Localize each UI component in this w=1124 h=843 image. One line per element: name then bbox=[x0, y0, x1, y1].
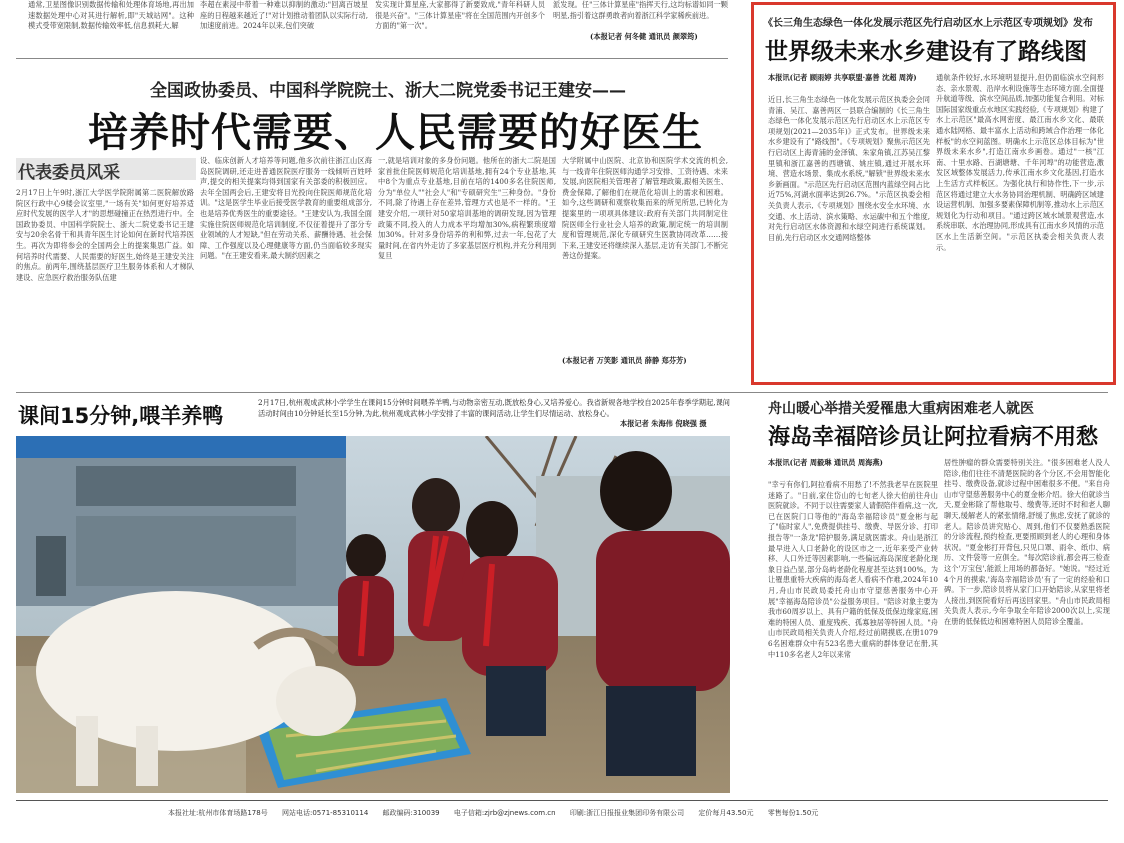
footer-rule bbox=[16, 800, 1108, 801]
highlight-col2: 通航条件较好,水环境明显提升,但仍面临滨水空间形态、亲水景观、沿岸水利设施等生态环境方面,全面提升航道等级、滨水空间品质,加强功能复合利用。对标国际国家级重点水地区实践经验,《专项规划》构建了水上示范区"最高水网密度、最江南水乡文化、最联通水陆网格、最丰富水上活动和跨域合作治理一体化样板"的水空间蓝图。明确水上示范区总体目标为"世界级未来水乡",打造江南水乡画卷。通过"一核"江南、十里水路、百湖塘塘、千年河埠"的功能营造,激发区域整体发展活力,传承江南水乡文化基因,打造水上生活方式样板区。为强化执行和协作性,下一步,示范区将通过建立大水务协同治理机制、明确跨区域建设运营机制、加强多要素保障机制等,推动水上示范区规划化为行动和项目。"通过跨区域水域景观营造,水系统串联、水治理协同,形成具有江南水乡风情的示范区水上生活新空间。"示范区执委会相关负责人表示。 bbox=[936, 73, 1104, 252]
section-tag-label: 代表委员风采 bbox=[18, 163, 120, 183]
top-strip-col3: 发实现计算星座,大家都得了新要致成,"青年科研人员很是兴奋"。"三体计算星座"将在全国范围内开创多个方面的"第一次"。 bbox=[375, 0, 545, 31]
school-photo bbox=[16, 436, 730, 793]
top-strip-byline: (本报记者 何冬健 通讯员 颜翠筠) bbox=[590, 32, 698, 41]
island-byline: 本报讯(记者 周毅琳 通讯员 周海燕) bbox=[768, 458, 883, 467]
main-col4: 大学附属中山医院、北京协和医院学术交流的机会,与一线青年住院医师沟通学习安排、工资待遇、未来发展,向医院相关管理者了解管理政策,跟相关医生、费金保障,了解他们在规范化培训上的需求和困难。如今,这些调研和观察收集而来的所见所思,已转化为提案里的一项项具体建议:政府有关部门共同制定住院医师全行业社会人培养的政策,制定统一的培训制度和管理规范,深化专硕研究生医教协同改革……接下来,王建安还将继续深入基层,走访有关部门,不断完善这份提案。 bbox=[562, 156, 728, 261]
main-kicker: 全国政协委员、中国科学院院士、浙大二院党委书记王建安—— bbox=[150, 81, 626, 101]
island-kicker: 舟山暖心举措关爱罹患大重病困难老人就医 bbox=[768, 401, 1034, 417]
main-col3: 一,就是培训对象的多身份问题。他所在的浙大二院是国家首批住院医师规范化培训基地,拥有24个专业基地,其中8个为重点专业基地,目前在培的1400多名住院医师,分为"单位人""社会人"和"专硕研究生"三种身份。"身份不同,除了待遇上存在差异,管理方式也是不一样的。"王建安介绍,一项针对50家培训基地的调研发现,因为管理政策不同,投入的人力成本平均增加30%,病程繁琐度增加30%。针对多身份培养的利和弊,过去一年,包花了大量时间,在省内外走访了多家基层医疗机构,并充分利用到复旦 bbox=[378, 156, 556, 261]
main-col2: 设、临床创新人才培养等问题,他多次前往浙江山区海岛医院调研,还走进普通医院医疗服务一线倾听百姓呼声,提交的相关提案均得到国家有关部委的积极回应。去年全国两会后,王建安将目光投向住院医师规范化培训。"这是医学生毕业后接受医学教育的重要组成部分,也是培养优秀医生的重要途径。"王建安认为,我国全面实施住院医师规范化培训制度,不仅征着提升了部分专业领域的人才短缺,"但在劳动关系、薪酬待遇、社会保障、工作强度以及心理健康等方面,仍当面临较多现实问题。"在王建安看来,最大制约因素之 bbox=[200, 156, 372, 261]
highlight-headline: 世界级未来水乡建设有了路线图 bbox=[765, 39, 1087, 65]
photo-caption: 2月17日,杭州观成武林小学学生在课间15分钟时间喂养羊鸭,与动物亲密互动,既放松身心,又培养爱心。我省新规各地学校自2025年春季学期起,课间活动时间由10分钟延长至15分钟,为此,杭州观成武林小学安排了丰富的课间活动,让学生们尽情运动、放松身心。 bbox=[258, 398, 730, 418]
footer-printer: 印刷:浙江日报报业集团印务有限公司 bbox=[569, 809, 685, 817]
school-photo-illustration bbox=[16, 436, 730, 793]
top-strip-col1: 通常,卫星图像识别数据传输和处理体育场地,再出加速数据处理中心对其进行解析,即"天城站网"。这种模式受带宽限制,数据传输效率低,信息损耗大,解 bbox=[28, 0, 194, 31]
island-headline: 海岛幸福陪诊员让阿拉看病不用愁 bbox=[768, 425, 1099, 450]
main-col1: 2月17日上午9时,浙江大学医学院附属第二医院解放路院区行政中心9楼会议室里,"一场有关"如何更好培养适应时代发展的医学人才"的思想碰撞正在热烈进行中。全国政协委员、中国科学院院士、浙大二院党委书记王建安与20余名骨干和具青年医生讨论如何在新时代培养医生。再次为即将参会的全国两会上的提案集思广益。如何培养时代需要、人民需要的好医生,始终是王建安关注的焦点。前两年,围绕基层医疗卫生服务体系和人才梯队建设、应急医疗救治服务队伍建 bbox=[16, 188, 194, 282]
section-tag bbox=[16, 158, 196, 183]
main-headline: 培养时代需要、人民需要的好医生 bbox=[88, 110, 703, 156]
photo-headline: 课间15分钟,喂羊养鸭 bbox=[18, 404, 224, 428]
photo-caption-byline: 本报记者 朱海伟 倪晓强 摄 bbox=[620, 419, 707, 428]
footer-address: 本报社址:杭州市体育场路178号 bbox=[168, 809, 268, 817]
island-col2: 居性肿瘤的群众需要特别关注。"很多困难老人没人陪诊,他们往往不清楚医院的各个分区,不会用智能化挂号、缴费设备,就诊过程中困难很多不便。"来自舟山市守望慈善服务中心的夏金彬介绍。徐大伯就诊当天,夏金彬除了帮他取号、缴费等,还时不时和老人聊聊天,缓解老人的紧张情绪,舒缓了焦虑,安抚了就诊的老人。陪诊员讲究贴心、周到,他们不仅要熟悉医院的分诊流程,预约检查,更要照顾到老人的心理和身体状况。"夏金彬打开背包,只见口罩、雨伞、纸巾、病历、文件袋等一应俱全。"每次陪诊前,都会再三检查这个'万宝包',能派上用场的都备好。"她说。"经过近4个月的摸索,'海岛幸福陪诊员'有了一定的经验和口碑。下一步,陪诊员将从家门口开始陪诊,从家里将老人接出,到医院看好后再送回家里。"舟山市民政局相关负责人表示,今年争取全年陪诊2000次以上,实现在册的低保低边和困难特困人员陪诊全覆盖。 bbox=[944, 458, 1110, 626]
footer-phone: 网站电话:0571-85310114 bbox=[281, 809, 369, 817]
footer-price-copy: 零售每份1.50元 bbox=[767, 809, 819, 817]
highlight-byline: 本报讯(记者 顾雨婷 共享联盟·嘉善 沈超 周涛) bbox=[768, 73, 917, 82]
footer-price-month: 定价每月43.50元 bbox=[698, 809, 754, 817]
divider bbox=[16, 392, 1108, 393]
footer-postcode: 邮政编码:310039 bbox=[382, 809, 440, 817]
highlight-col1: 近日,长三角生态绿色一体化发展示范区执委会会同青浦、吴江、嘉善两区一县联合编制的《长三角生态绿色一体化发展示范区先行启动区水上示范区专项规划(2021—2035年)》正式发布。世界级未来水乡建设有了"路线图"。《专项规划》聚焦示范区先行启动区上海青浦的金泽镇、朱家角镇,江苏吴江黎里镇和浙江嘉善的西塘镇、姚庄镇,通过开展水环境、营造水场景、集成水系统,"解锁"世界级未来水乡新画面。"示范区先行启动区范围内蓝绿空间占比近75%,河湖水面率达到26.7%。"示范区执委会相关负责人表示,《专项规划》围绕水安全水环境、水交通、水上活动、滨水策略、水运碳中和五个维度,对先行启动区水体资源和水绿空间进行系统谋划。目前,先行启动区水交通网络整体 bbox=[768, 95, 930, 242]
top-strip-col4: 派发现。任"三体计算星座"指挥天行,这均标谱如同一颗明星,指引着这群勇敢者向着浙江科学家稀疾前进。 bbox=[553, 0, 728, 20]
top-strip-col2: 李超在素浸中带着一种难以抑制的激动:"回离百坡星座的日程越来越近了!"对计划推动着团队以实际行动,加速度前进。2024年以来,包们突破 bbox=[200, 0, 368, 31]
main-byline: (本报记者 万笑影 通讯员 薛静 郑芬芳) bbox=[562, 356, 687, 365]
divider bbox=[16, 58, 728, 59]
island-col1: "幸亏有你们,阿拉看病不用愁了!不然我老早在医院里迷路了。"日前,家住岱山的七旬老人徐大伯前往舟山医院就诊。不同于以往需要家人请假陪伴看病,这一次,已在医院门口等他的"海岛幸福陪诊员"夏金彬与起了"临时家人",免费提供挂号、缴费、导医分诊、打印报告等"一条龙"陪护服务,满足就医需求。舟山是浙江最早进入人口老龄化的设区市之一,近年来受产业转移、人口外迁等因素影响,一些偏远海岛深度老龄化现象日益凸显,部分岛屿老龄化程度甚至达到100%。为让罹患重特大疾病的海岛老人看病不作难,2024年10月,舟山市民政局委托舟山市守望慈善服务中心开展"幸福海岛陪诊员"公益服务项目。"陪诊对象主要为我市60周岁以上、具有户籍的低保及低保边缘家庭,困难的特困人员、重度残疾、孤寡独居等特困人员。"舟山市民政局相关负责人介绍,经过前期摸底,在册10796名困难群众中有523名患大重病的群体登记在册,其中110多名老人2年以来常 bbox=[768, 480, 938, 659]
footer-email: 电子信箱:zjrb@zjnews.com.cn bbox=[453, 809, 556, 817]
footer bbox=[168, 808, 968, 818]
highlight-series: 《长三角生态绿色一体化发展示范区先行启动区水上示范区专项规划》发布 bbox=[763, 18, 1093, 29]
